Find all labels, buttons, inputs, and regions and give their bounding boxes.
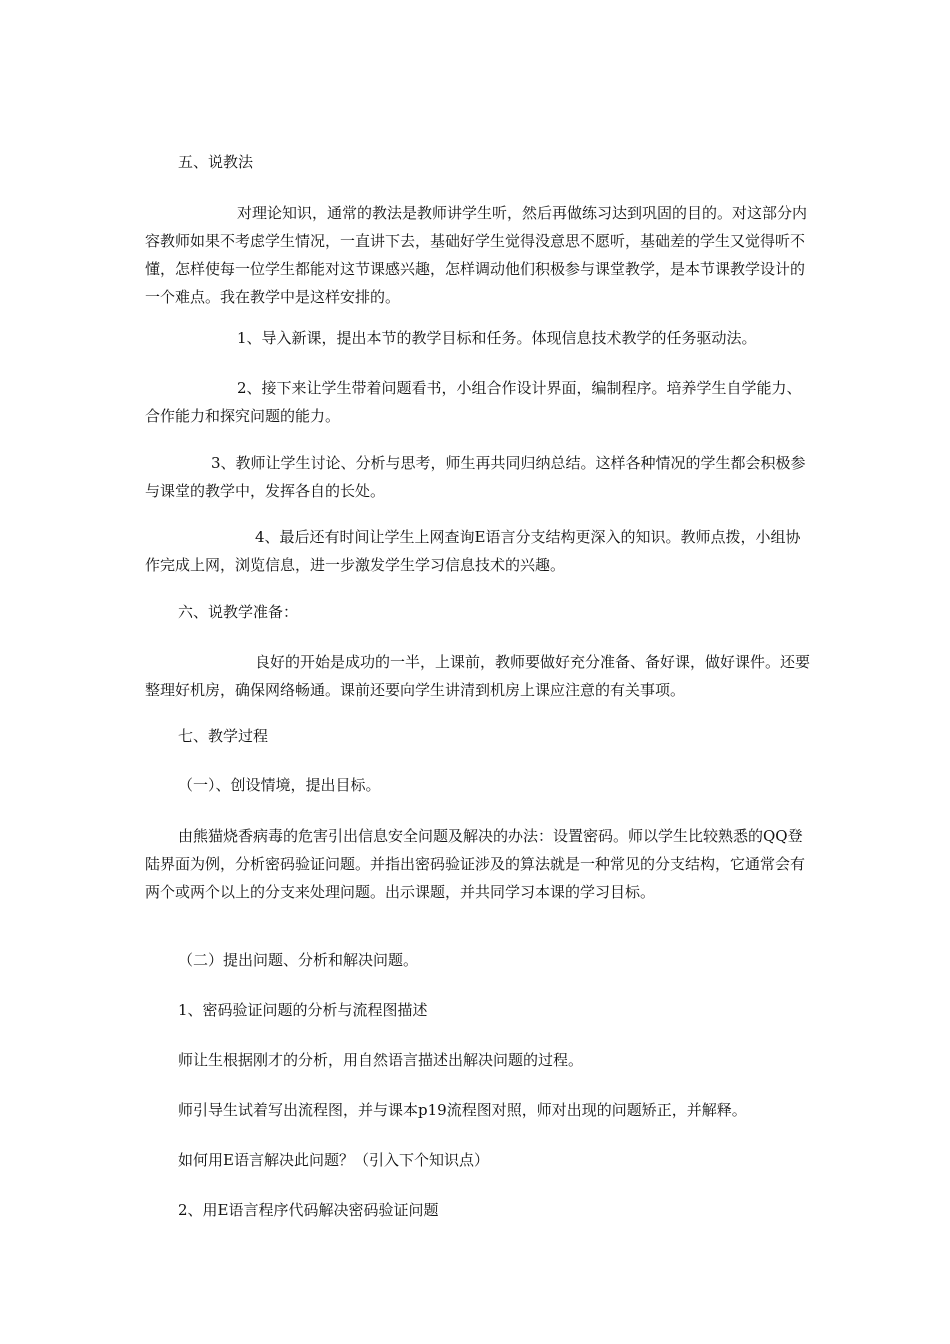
item1-line1: 师让生根据刚才的分析，用自然语言描述出解决问题的过程。 [178,1051,584,1069]
section7-heading: 七、教学过程 [178,727,269,745]
section5-intro: 对理论知识，通常的教法是教师讲学生听，然后再做练习达到巩固的目的。对这部分内容教师如果不考虑学生情况，一直讲下去，基础好学生觉得没意思不愿听，基础差的学生又觉得听不懂，怎样使每一位学生都能对这节课感兴趣，怎样调动他们积极参与课堂教学，是本节课教学设计的一个难点。我在教学中是这样安排的。 [145,204,808,306]
item1-line3: 如何用E语言解决此问题？（引入下个知识点） [178,1151,489,1169]
step-4: 4、最后还有时间让学生上网查询E语言分支结构更深入的知识。教师点拨，小组协作完成上网，浏览信息，进一步激发学生学习信息技术的兴趣。 [145,528,801,574]
section6-text: 良好的开始是成功的一半，上课前，教师要做好充分准备、备好课，做好课件。还要整理好机房，确保网络畅通。课前还要向学生讲清到机房上课应注意的有关事项。 [145,653,811,699]
step-3: 3、教师让学生讨论、分析与思考，师生再共同归纳总结。这样各种情况的学生都会积极参与课堂的教学中，发挥各自的长处。 [145,454,806,500]
item1-heading: 1、密码验证问题的分析与流程图描述 [178,1001,428,1019]
step-1: 1、导入新课，提出本节的教学目标和任务。体现信息技术教学的任务驱动法。 [237,329,757,347]
section6-heading: 六、说教学准备： [178,603,299,621]
step-2: 2、接下来让学生带着问题看书，小组合作设计界面，编制程序。培养学生自学能力、合作能力和探究问题的能力。 [145,379,802,425]
part1-heading: （一）、创设情境，提出目标。 [178,776,381,794]
section5-heading: 五、说教法 [178,153,254,171]
part1-text: 由熊猫烧香病毒的危害引出信息安全问题及解决的办法：设置密码。师以学生比较熟悉的QQ登陆界面为例，分析密码验证问题。并指出密码验证涉及的算法就是一种常见的分支结构，它通常会有两个或两个以上的分支来处理问题。出示课题，并共同学习本课的学习目标。 [145,827,806,901]
item2-heading: 2、用E语言程序代码解决密码验证问题 [178,1201,439,1219]
part2-heading: （二）提出问题、分析和解决问题。 [178,951,419,969]
item1-line2: 师引导生试着写出流程图，并与课本p19流程图对照，师对出现的问题矫正，并解释。 [178,1101,747,1119]
